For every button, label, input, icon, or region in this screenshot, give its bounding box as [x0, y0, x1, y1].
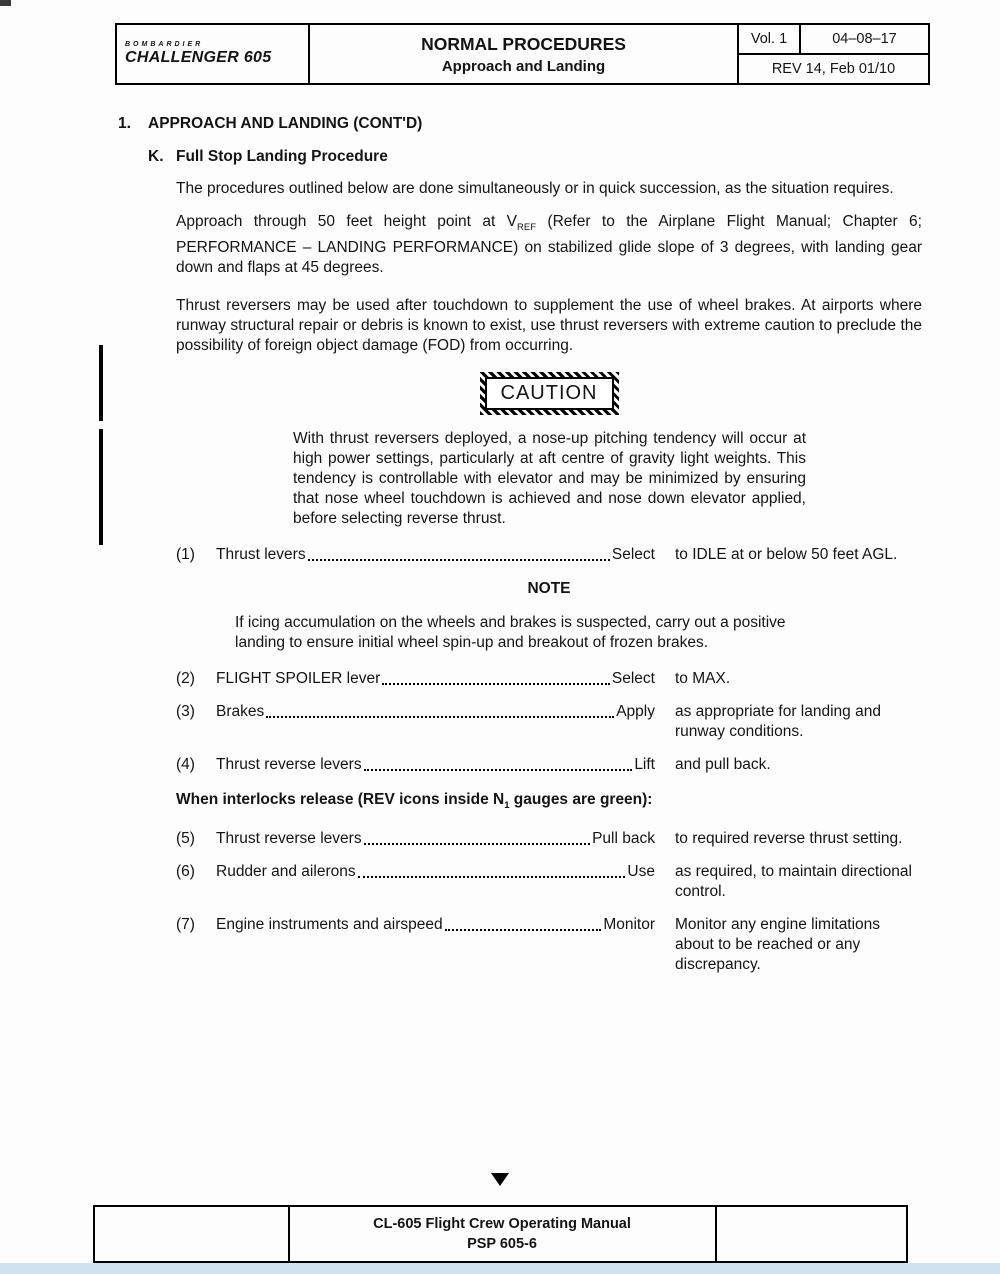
- caution-row: [176, 372, 922, 415]
- procedure-step: [176, 862, 922, 902]
- header-table: [115, 23, 930, 85]
- leader-dots: [364, 842, 591, 845]
- step-action: Monitor: [603, 916, 655, 934]
- footer-right-cell: [717, 1207, 906, 1261]
- step-action: Pull back: [592, 830, 655, 848]
- interlock-heading: [176, 790, 922, 816]
- caution-label: CAUTION: [485, 377, 614, 410]
- document-title: NORMAL PROCEDURES: [421, 33, 626, 54]
- step-item: Brakes: [216, 703, 265, 721]
- footer-table: [93, 1205, 908, 1263]
- step-result: to MAX.: [675, 670, 731, 688]
- step-action: Apply: [616, 703, 655, 721]
- leader-dots: [382, 682, 610, 685]
- header-meta-top-row: [739, 25, 928, 55]
- document-subtitle: Approach and Landing: [441, 57, 606, 75]
- page-end-marker-row: [0, 1173, 1000, 1191]
- paragraph: [176, 212, 922, 278]
- footer-manual-title: CL-605 Flight Crew Operating Manual: [373, 1216, 631, 1232]
- step-result: Monitor any engine limitations about to be reached or any discrepancy.: [675, 916, 881, 974]
- procedure-step: [176, 915, 922, 975]
- footer-psp-code: PSP 605-6: [467, 1236, 537, 1252]
- step-item: Thrust reverse levers: [216, 756, 362, 774]
- step-main: [216, 915, 655, 935]
- brand-logo-text: BOMBARDIER: [125, 41, 204, 48]
- step-result: as appropriate for landing and runway conditions.: [675, 703, 881, 741]
- step-action: Select: [611, 546, 655, 564]
- footer: [0, 1173, 1000, 1263]
- n1-subscript: 1: [504, 800, 510, 812]
- step-item: FLIGHT SPOILER lever: [216, 670, 381, 688]
- step-number: (5): [176, 830, 195, 848]
- procedure-step: [176, 829, 922, 849]
- procedure-step: [176, 755, 922, 775]
- leader-dots: [266, 715, 614, 718]
- section-title: APPROACH AND LANDING (CONT'D): [148, 115, 423, 132]
- subsection-heading: [148, 148, 922, 166]
- scan-edge-strip: [0, 1263, 1000, 1274]
- page-code: 04–08–17: [832, 31, 897, 47]
- note-text: If icing accumulation on the wheels and brakes is suspected, carry out a positive landing to ensure initial wheel spin-up and breakout of frozen brakes.: [235, 614, 786, 652]
- leader-dots: [358, 875, 626, 878]
- step-main: [216, 545, 655, 565]
- logo-cell: [117, 25, 310, 83]
- paragraph-text: Approach through 50 feet height point at V: [176, 213, 518, 230]
- document-body: [0, 85, 1000, 975]
- section-number: 1.: [118, 115, 131, 132]
- step-number: (6): [176, 863, 195, 881]
- step-main: [216, 702, 655, 722]
- leader-dots: [308, 558, 610, 561]
- leader-dots: [445, 928, 602, 931]
- step-number: (4): [176, 756, 195, 774]
- step-item: Thrust reverse levers: [216, 830, 362, 848]
- leader-dots: [364, 768, 633, 771]
- step-item: Engine instruments and airspeed: [216, 916, 443, 934]
- down-triangle-icon: [491, 1173, 509, 1186]
- footer-center-cell: [290, 1207, 717, 1261]
- footer-left-cell: [95, 1207, 290, 1261]
- step-number: (2): [176, 670, 195, 688]
- caution-box: [480, 372, 619, 415]
- step-item: Thrust levers: [216, 546, 306, 564]
- step-main: [216, 669, 655, 689]
- step-number: (7): [176, 916, 195, 934]
- revision-label: REV 14, Feb 01/10: [771, 61, 896, 77]
- paragraph: Thrust reversers may be used after touchdown to supplement the use of wheel brakes. At airports where runway structural repair or debris is known to exist, use thrust reversers with extreme caution to preclude the possibility of foreign object damage (FOD) from occurring.: [176, 297, 922, 355]
- step-number: (3): [176, 703, 195, 721]
- step-action: Select: [611, 670, 655, 688]
- subsection-title: Full Stop Landing Procedure: [176, 148, 388, 165]
- step-main: [216, 829, 655, 849]
- procedure-step: [176, 545, 922, 565]
- paragraph-text: (Refer to the Airplane Flight Manual; Chapter 6; PERFORMANCE – LANDING PERFORMANCE) on stabilized glide slope of 3 degrees, with landing gear down and flaps at 45 degrees.: [176, 213, 922, 277]
- paragraph: The procedures outlined below are done simultaneously or in quick succession, as the situation requires.: [176, 180, 894, 197]
- scan-artifact: [0, 0, 11, 6]
- procedure-step: [176, 669, 922, 689]
- step-action: Lift: [634, 756, 655, 774]
- section-heading: [118, 115, 922, 133]
- step-result: to required reverse thrust setting.: [675, 830, 903, 848]
- step-main: [216, 862, 655, 882]
- step-action: Use: [627, 863, 655, 881]
- procedure-step: [176, 702, 922, 742]
- step-number: (1): [176, 546, 195, 564]
- caution-text: With thrust reversers deployed, a nose-up pitching tendency will occur at high power settings, particularly at aft centre of gravity light weights. This tendency is controllable with elevator and may be minimized by ensuring that nose wheel touchdown is achieved and nose down elevator applied, before selecting reverse thrust.: [293, 430, 806, 528]
- header-title-cell: [310, 25, 739, 83]
- step-result: as required, to maintain directional control.: [675, 863, 912, 901]
- note-heading: NOTE: [527, 580, 571, 598]
- step-item: Rudder and ailerons: [216, 863, 356, 881]
- volume-label: Vol. 1: [739, 25, 801, 53]
- subsection-letter: K.: [148, 148, 164, 165]
- interlock-text: gauges are green):: [509, 791, 653, 809]
- header-meta-cell: [739, 25, 928, 83]
- vref-subscript: REF: [517, 222, 537, 234]
- step-result: and pull back.: [675, 756, 771, 774]
- step-main: [216, 755, 655, 775]
- interlock-text: When interlocks release (REV icons inside N: [176, 791, 505, 809]
- aircraft-model-logo: CHALLENGER 605: [125, 49, 272, 66]
- step-result: to IDLE at or below 50 feet AGL.: [675, 546, 898, 564]
